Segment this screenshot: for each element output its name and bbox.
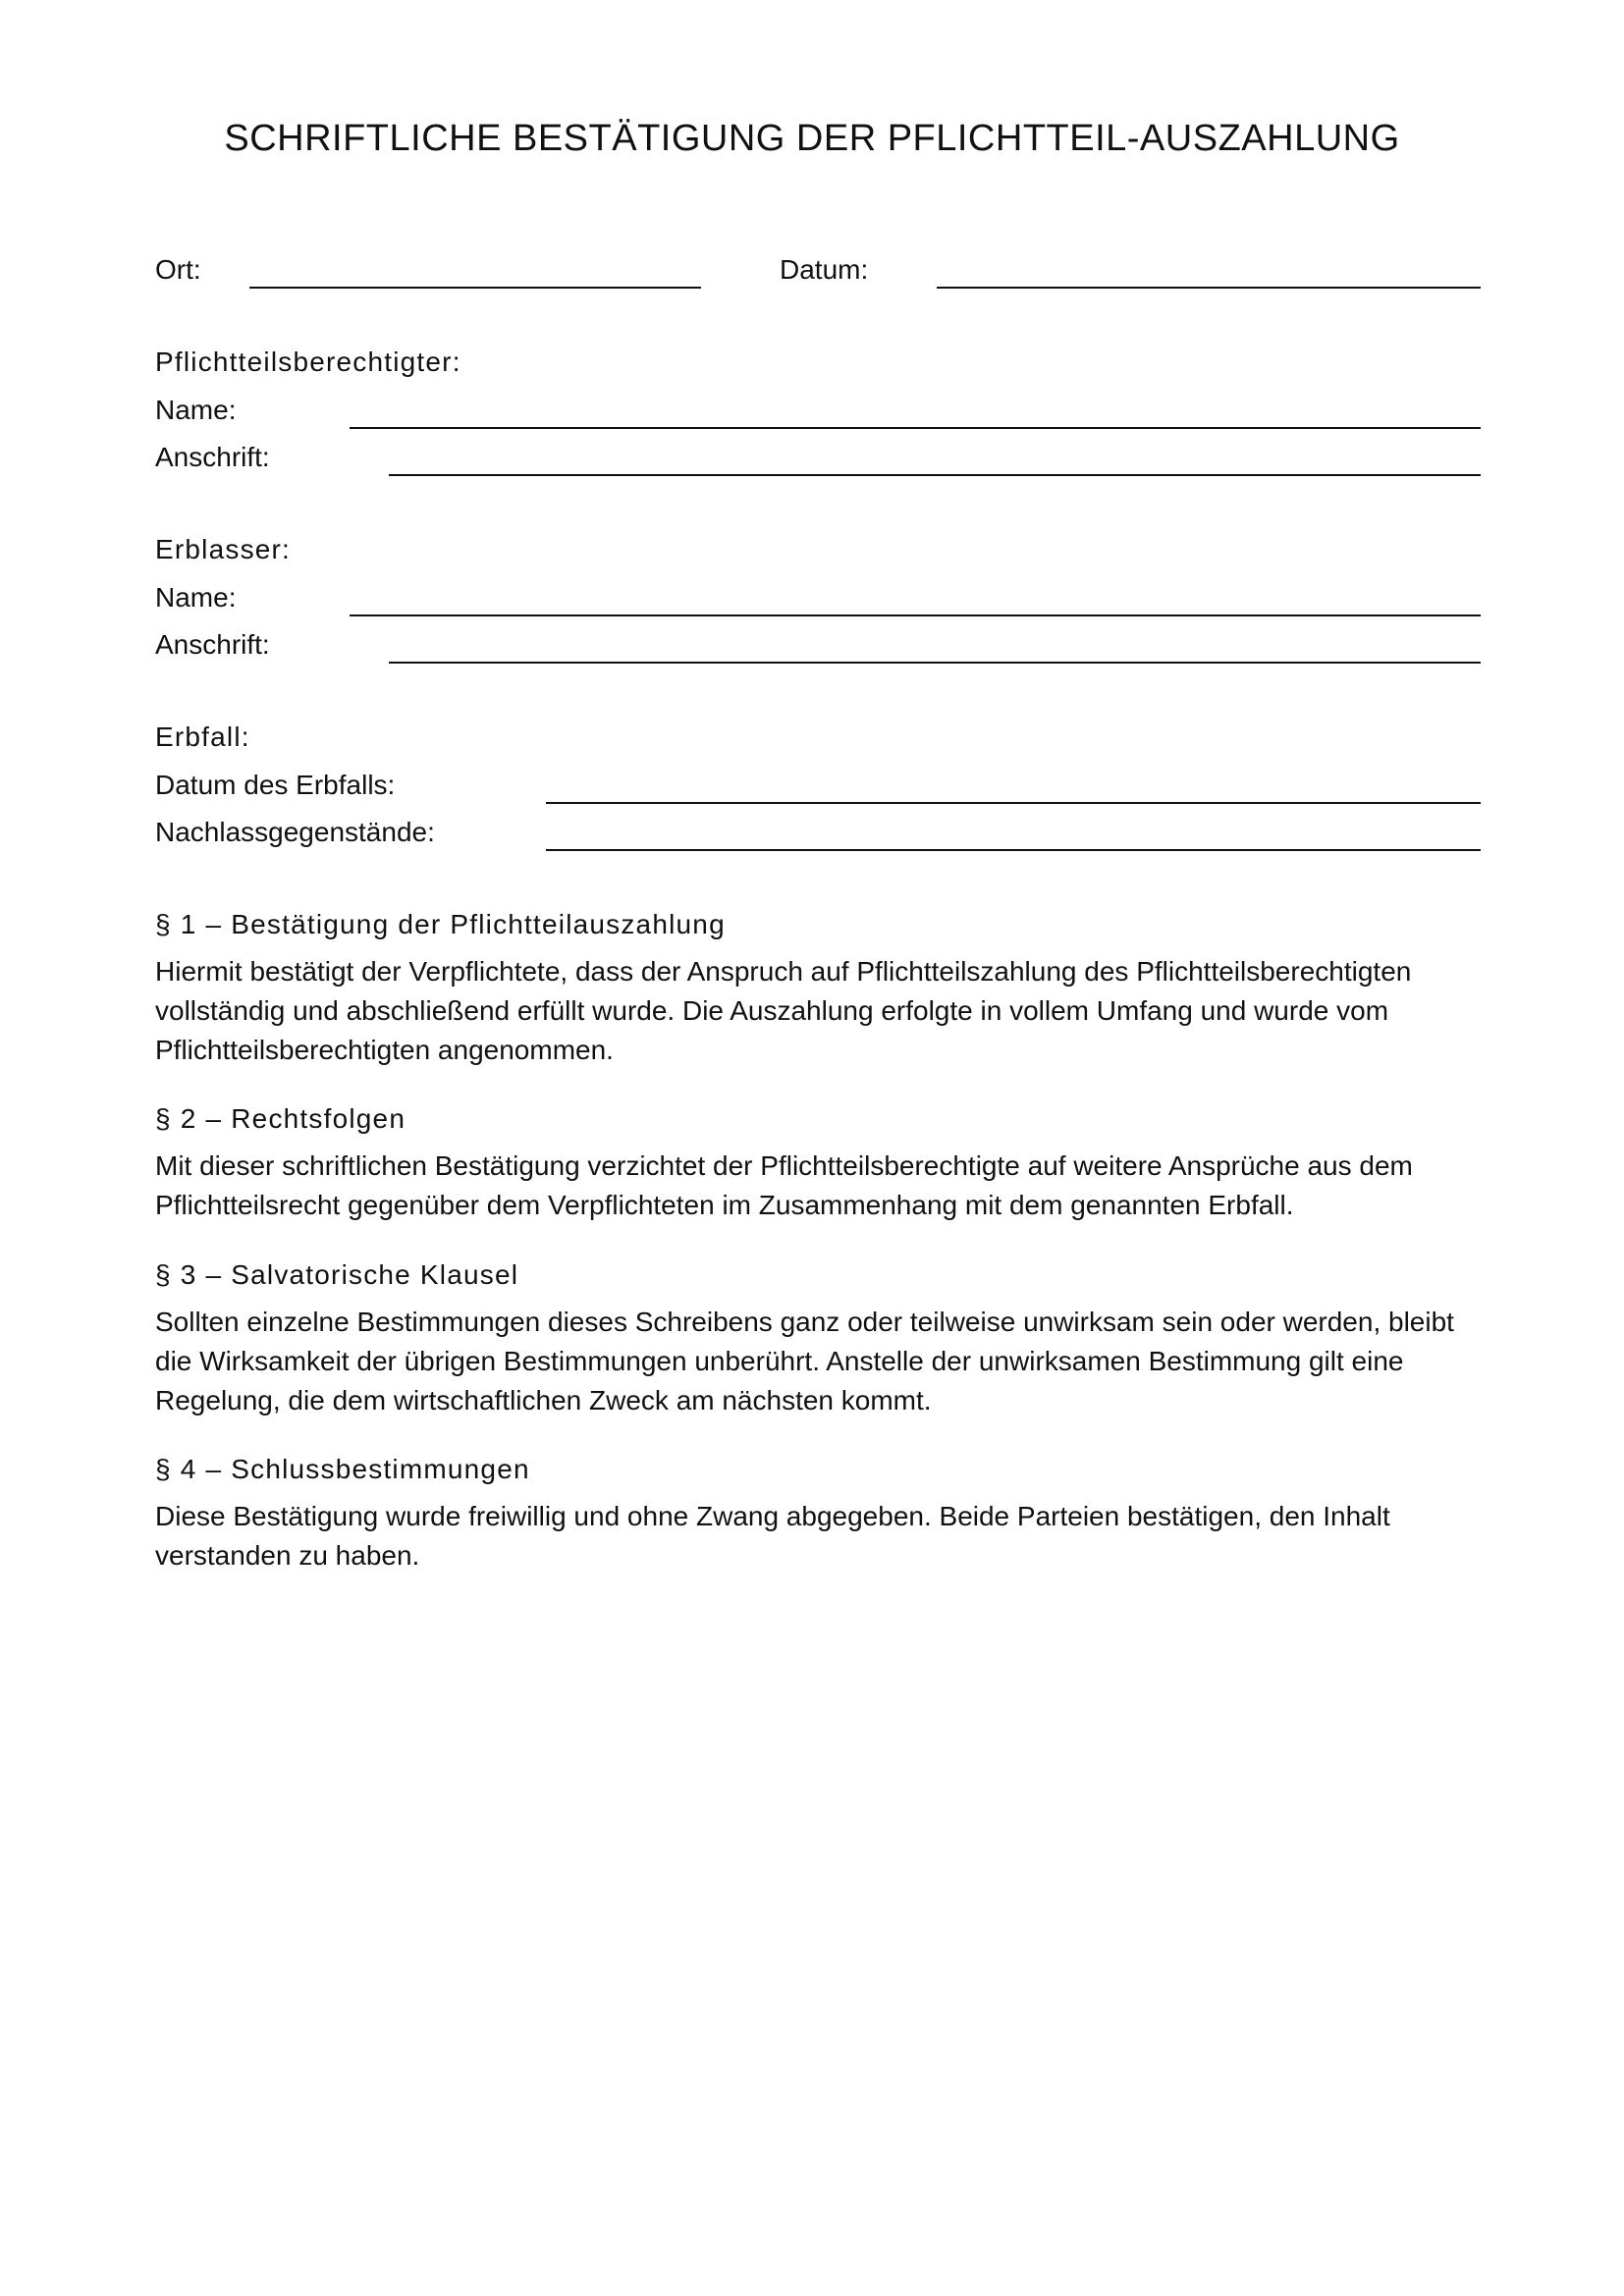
nachlassgegenstaende-line[interactable] [546,849,1481,851]
section-3-line: die Wirksamkeit der übrigen Bestimmungen unberührt. Anstelle der unwirksamen Bestimmung gilt eine [155,1346,1404,1376]
section-4-line: Diese Bestätigung wurde freiwillig und ohne Zwang abgegeben. Beide Parteien bestätigen, den Inhalt [155,1501,1390,1531]
section-3-line: Regelung, die dem wirtschaftlichen Zweck am nächsten kommt. [155,1385,932,1415]
section-4-title: § 4 – Schlussbestimmungen [155,1454,530,1484]
erbfall-datum-line[interactable] [546,802,1481,804]
erblasser-anschrift-label: Anschrift: [155,629,270,660]
erbfall-datum-label: Datum des Erbfalls: [155,770,396,800]
section-1-title: § 1 – Bestätigung der Pflichtteilauszahlung [155,909,726,939]
pflichtteilsberechtigter-heading: Pflichtteilsberechtigter: [155,347,461,377]
section-3-title: § 3 – Salvatorische Klausel [155,1259,519,1290]
section-2-text [155,1147,1490,1225]
section-1-line: Hiermit bestätigt der Verpflichtete, dass der Anspruch auf Pflichtteilszahlung des Pflichtteilsberechtigten [155,956,1412,987]
pflichtteilsberechtigter-anschrift-label: Anschrift: [155,442,270,472]
section-2-title: § 2 – Rechtsfolgen [155,1103,406,1134]
pflichtteilsberechtigter-anschrift-line[interactable] [389,474,1481,476]
ort-label: Ort: [155,254,201,285]
section-1-text [155,952,1490,1070]
section-2-line: Mit dieser schriftlichen Bestätigung verzichtet der Pflichtteilsberechtigte auf weitere Ansprüche aus dem [155,1150,1413,1181]
erbfall-heading: Erbfall: [155,721,250,752]
pflichtteilsberechtigter-name-label: Name: [155,395,237,425]
section-4-line: verstanden zu haben. [155,1540,420,1571]
nachlassgegenstaende-label: Nachlassgegenstände: [155,817,435,847]
erblasser-anschrift-line[interactable] [389,662,1481,664]
pflichtteilsberechtigter-name-line[interactable] [350,427,1481,429]
datum-input-line[interactable] [937,287,1481,289]
section-1-line: Pflichtteilsberechtigten angenommen. [155,1035,614,1065]
section-3-line: Sollten einzelne Bestimmungen dieses Schreibens ganz oder teilweise unwirksam sein oder werden, bleibt [155,1307,1454,1337]
erblasser-name-label: Name: [155,582,237,613]
ort-input-line[interactable] [249,287,701,289]
section-1-line: vollständig und abschließend erfüllt wurde. Die Auszahlung erfolgte in vollem Umfang und wurde vom [155,995,1389,1026]
section-2-line: Pflichtteilsrecht gegenüber dem Verpflichteten im Zusammenhang mit dem genannten Erbfall. [155,1190,1294,1220]
erblasser-name-line[interactable] [350,614,1481,616]
erblasser-heading: Erblasser: [155,534,292,564]
section-3-text [155,1303,1490,1420]
document-title: SCHRIFTLICHE BESTÄTIGUNG DER PFLICHTTEIL-AUSZAHLUNG [224,118,1400,159]
section-4-text [155,1497,1490,1575]
datum-label: Datum: [780,254,869,285]
